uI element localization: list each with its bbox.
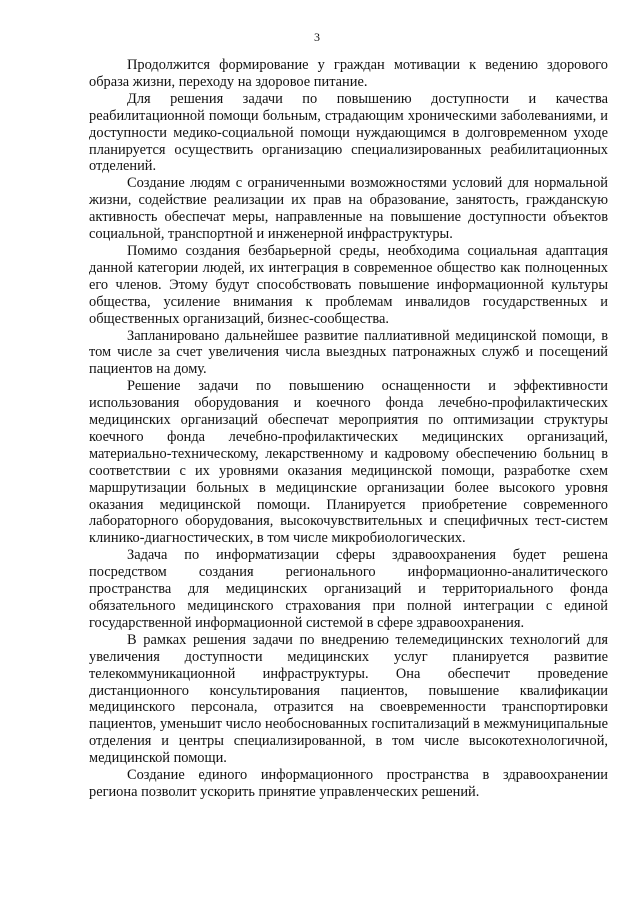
paragraph-rehabilitation: Для решения задачи по повышению доступности и качества реабилитационной помощи больным, страдающим хроническими заболеваниями, и доступности медико-социальной помощи нуждающимся в долговременном уходе планируется осуществить организацию специализированных реабилитационных отделений. bbox=[89, 90, 608, 175]
paragraph-telemedicine: В рамках решения задачи по внедрению телемедицинских технологий для увеличения доступности медицинских услуг планируется развитие телекоммуникационной инфраструктуры. Она обеспечит проведение дистанционного консультирования пациентов, повышение квалификации медицинского персонала, отразится на своевременности транспортировки пациентов, уменьшит число необоснованных госпитализаций в межмуниципальные отделения и центры специализированной, в том числе высокотехнологичной, медицинской помощи. bbox=[89, 631, 608, 767]
document-body bbox=[89, 57, 608, 801]
page-number: 3 bbox=[314, 30, 320, 44]
paragraph-accessibility: Создание людям с ограниченными возможностями условий для нормальной жизни, содействие реализации их прав на образование, занятость, гражданскую активность обеспечат меры, направленные на повышение доступности объектов социальной, транспортной и инженерной инфраструктуры. bbox=[89, 175, 608, 243]
paragraph-social-adaptation: Помимо создания безбарьерной среды, необходима социальная адаптация данной категории людей, их интеграция в современное общество как полноценных его членов. Этому будут способствовать повышение информационной культуры общества, усиление внимания к проблемам инвалидов государственных и общественных организаций, бизнес-сообщества. bbox=[89, 242, 608, 327]
paragraph-equipment-bed-fund: Решение задачи по повышению оснащенности и эффективности использования оборудования и коечного фонда лечебно-профилактических медицинских организаций обеспечат мероприятия по оптимизации структуры коечного фонда лечебно-профилактических медицинских организаций, материально-техническому, лекарственному и кадровому обеспечению больниц в соответствии с их уровнями оказания медицинской помощи, разработке схем маршрутизации больных в медицинские организации более высокого уровня оказания медицинской помощи. Планируется приобретение современного лабораторного оборудования, высокочувствительных и специфичных тест-систем клинико-диагностических, в том числе микробиологических. bbox=[89, 378, 608, 547]
paragraph-information-space: Создание единого информационного пространства в здравоохранении региона позволит ускорить принятие управленческих решений. bbox=[89, 767, 608, 800]
paragraph-palliative-care: Запланировано дальнейшее развитие паллиативной медицинской помощи, в том числе за счет увеличения числа выездных патронажных служб и посещений пациентов на дому. bbox=[89, 327, 608, 378]
paragraph-informatization: Задача по информатизации сферы здравоохранения будет решена посредством создания регионального информационно-аналитического пространства для медицинских организаций и территориального фонда обязательного медицинского страхования при полной интеграции с единой государственной информационной системой в сфере здравоохранения. bbox=[89, 547, 608, 631]
paragraph-healthy-lifestyle: Продолжится формирование у граждан мотивации к ведению здорового образа жизни, переходу на здоровое питание. bbox=[89, 57, 608, 90]
